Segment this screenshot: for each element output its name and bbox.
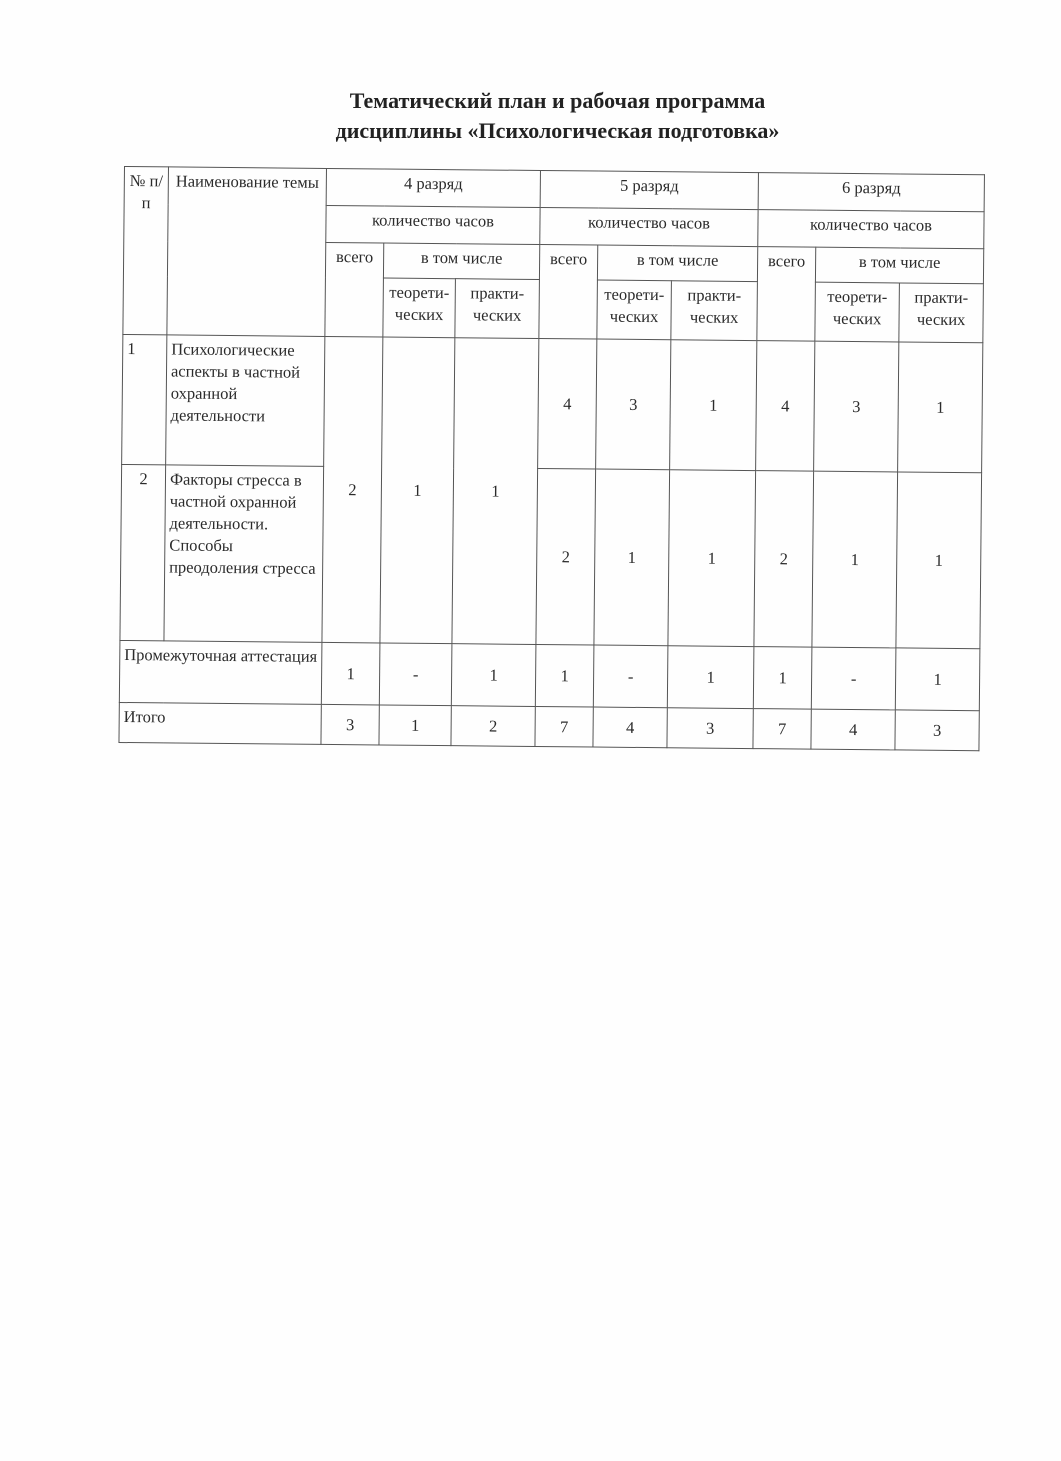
- header-total-4: всего: [325, 242, 384, 337]
- row-topic: Факторы стресса в частной охранной деятельности. Способы преодоления стресса: [164, 465, 324, 643]
- header-rank-4: 4 разряд: [326, 168, 540, 207]
- header-hours-6: количество часов: [758, 210, 984, 249]
- header-including-4: в том числе: [383, 243, 539, 279]
- cell-r5-total: 7: [535, 706, 593, 747]
- cell-r6-total: 4: [756, 341, 815, 472]
- cell-r6-theory: 3: [814, 341, 899, 472]
- header-practice-4: практи-ческих: [455, 279, 540, 339]
- cell-r4-total: 2: [322, 336, 383, 643]
- cell-r4-theory: 1: [379, 705, 451, 746]
- cell-r4-practice: 1: [451, 644, 536, 707]
- total-label: Итого: [119, 702, 321, 744]
- cell-r5-theory: 1: [594, 469, 670, 646]
- cell-r6-total: 2: [754, 471, 814, 648]
- row-topic: Психологические аспекты в частной охранной деятельности: [166, 335, 325, 467]
- header-total-5: всего: [539, 244, 598, 339]
- header-total-6: всего: [757, 247, 816, 342]
- cell-r5-practice: 1: [668, 470, 756, 647]
- cell-r5-practice: 1: [670, 340, 757, 471]
- title-line-1: Тематический план и рабочая программа: [349, 88, 766, 113]
- row-num: 2: [120, 464, 166, 640]
- cell-r5-total: 2: [536, 468, 596, 645]
- cell-r6-theory: -: [811, 647, 896, 710]
- cell-r6-practice: 3: [895, 710, 979, 751]
- header-row-ranks: [124, 167, 984, 212]
- cell-r6-practice: 1: [895, 648, 980, 711]
- header-theory-6: теорети-ческих: [815, 282, 900, 342]
- document-title: [0, 86, 1061, 146]
- header-name: Наименование темы: [167, 167, 327, 337]
- cell-r4-theory: -: [379, 643, 452, 706]
- attestation-label: Промежуточная аттестация: [119, 640, 322, 704]
- header-theory-4: теорети-ческих: [383, 278, 456, 338]
- table-row: [122, 334, 983, 472]
- header-num: № п/п: [123, 167, 169, 335]
- cell-r5-theory: 4: [593, 707, 667, 748]
- cell-r4-total: 1: [321, 642, 380, 705]
- cell-r5-theory: 3: [596, 339, 671, 470]
- cell-r4-total: 3: [321, 704, 379, 745]
- total-row: [119, 702, 979, 750]
- cell-r4-practice: 1: [452, 338, 539, 645]
- attestation-row: [119, 640, 980, 710]
- cell-r4-practice: 2: [451, 706, 535, 747]
- header-rank-6: 6 разряд: [758, 173, 984, 212]
- cell-r4-theory: 1: [380, 337, 455, 644]
- cell-r5-total: 4: [538, 338, 597, 469]
- cell-r5-practice: 1: [667, 646, 754, 709]
- header-hours-4: количество часов: [326, 205, 540, 244]
- cell-r6-total: 7: [753, 709, 811, 750]
- header-practice-5: практи-ческих: [671, 281, 758, 341]
- cell-r6-total: 1: [753, 647, 812, 710]
- header-hours-5: количество часов: [540, 207, 758, 246]
- cell-r6-theory: 1: [812, 471, 898, 648]
- cell-r6-practice: 1: [898, 342, 983, 473]
- thematic-plan-table: [118, 166, 985, 751]
- header-including-5: в том числе: [597, 245, 757, 282]
- title-line-2: дисциплины «Психологическая подготовка»: [335, 118, 780, 143]
- header-theory-5: теорети-ческих: [597, 280, 672, 340]
- header-including-6: в том числе: [815, 247, 983, 284]
- cell-r5-practice: 3: [667, 708, 753, 749]
- cell-r5-total: 1: [535, 644, 594, 707]
- header-practice-6: практи-ческих: [899, 283, 984, 343]
- table-row: [120, 464, 982, 648]
- cell-r6-practice: 1: [896, 472, 982, 649]
- cell-r5-theory: -: [593, 645, 668, 708]
- cell-r6-theory: 4: [811, 709, 895, 750]
- header-rank-5: 5 разряд: [540, 170, 758, 209]
- row-num: 1: [122, 334, 167, 464]
